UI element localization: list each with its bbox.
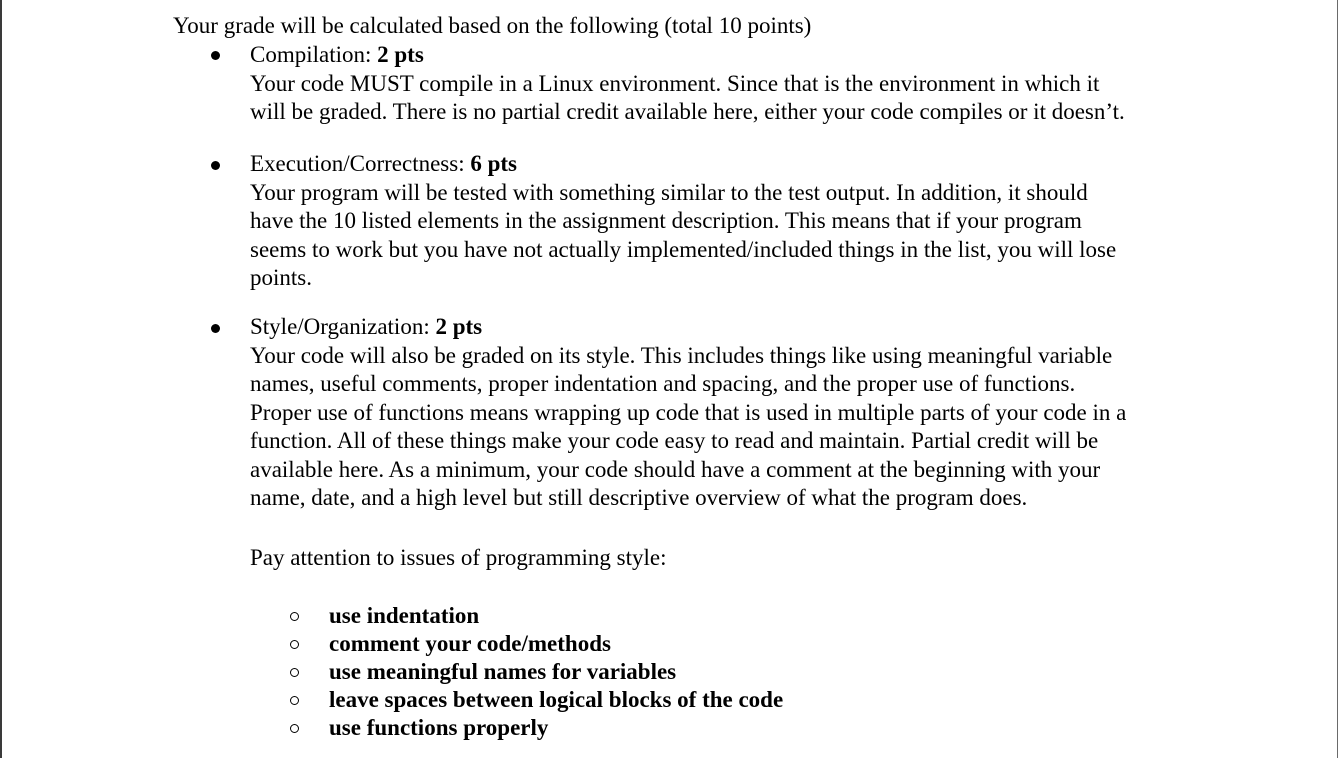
points-label: 6 pts [470, 151, 518, 176]
item-text-line: Your code will also be graded on its style. This includes things like using meaningful variable [250, 342, 1113, 368]
list-item: use meaningful names for variables [250, 658, 783, 686]
item-text-line: seems to work but you have not actually implemented/included things in the list, you will lose [250, 236, 1117, 262]
item-title: Execution/Correctness: 6 pts [250, 151, 518, 176]
circle-bullet-icon [290, 612, 299, 621]
item-text-line: have the 10 listed elements in the assignment description. This means that if your program [250, 208, 1082, 233]
item-text-line: Your program will be tested with something similar to the test output. In addition, it should [250, 179, 1088, 205]
item-text-line: function. All of these things make your code easy to read and maintain. Partial credit will be [250, 428, 1099, 453]
list-item: comment your code/methods [250, 630, 783, 658]
list-item: use indentation [250, 602, 783, 630]
circle-bullet-icon [290, 696, 299, 705]
grading-item-style [250, 313, 1190, 513]
grading-item-execution [250, 150, 1190, 293]
bullet-icon [211, 324, 220, 333]
item-text-line: available here. As a minimum, your code should have a comment at the beginning with your [250, 456, 1101, 482]
grading-item-compilation [250, 41, 1190, 127]
circle-bullet-icon [290, 668, 299, 677]
style-points-list [250, 602, 783, 742]
item-text-line: Your code MUST compile in a Linux environment. Since that is the environment in which it [250, 70, 1100, 96]
item-title: Style/Organization: 2 pts [250, 314, 483, 339]
list-item: leave spaces between logical blocks of the code [250, 686, 783, 714]
bullet-icon [211, 161, 220, 170]
item-text-line: will be graded. There is no partial credit available here, either your code compiles or it doesn’t. [250, 99, 1125, 124]
item-text-line: Proper use of functions means wrapping up code that is used in multiple parts of your code in a [250, 399, 1127, 425]
points-label: 2 pts [377, 42, 424, 67]
page-left-border [0, 0, 2, 758]
item-text-line: points. [250, 265, 312, 290]
circle-bullet-icon [290, 640, 299, 649]
points-label: 2 pts [435, 314, 483, 339]
item-text-line: name, date, and a high level but still descriptive overview of what the program does. [250, 485, 1028, 510]
item-title: Compilation: 2 pts [250, 42, 424, 67]
item-text-line: names, useful comments, proper indentation and spacing, and the proper use of functions. [250, 371, 1076, 396]
circle-bullet-icon [290, 724, 299, 733]
style-intro: Pay attention to issues of programming style: [250, 545, 667, 570]
grading-intro: Your grade will be calculated based on the following (total 10 points) [173, 13, 812, 38]
list-item: use functions properly [250, 714, 783, 742]
bullet-icon [211, 51, 220, 60]
